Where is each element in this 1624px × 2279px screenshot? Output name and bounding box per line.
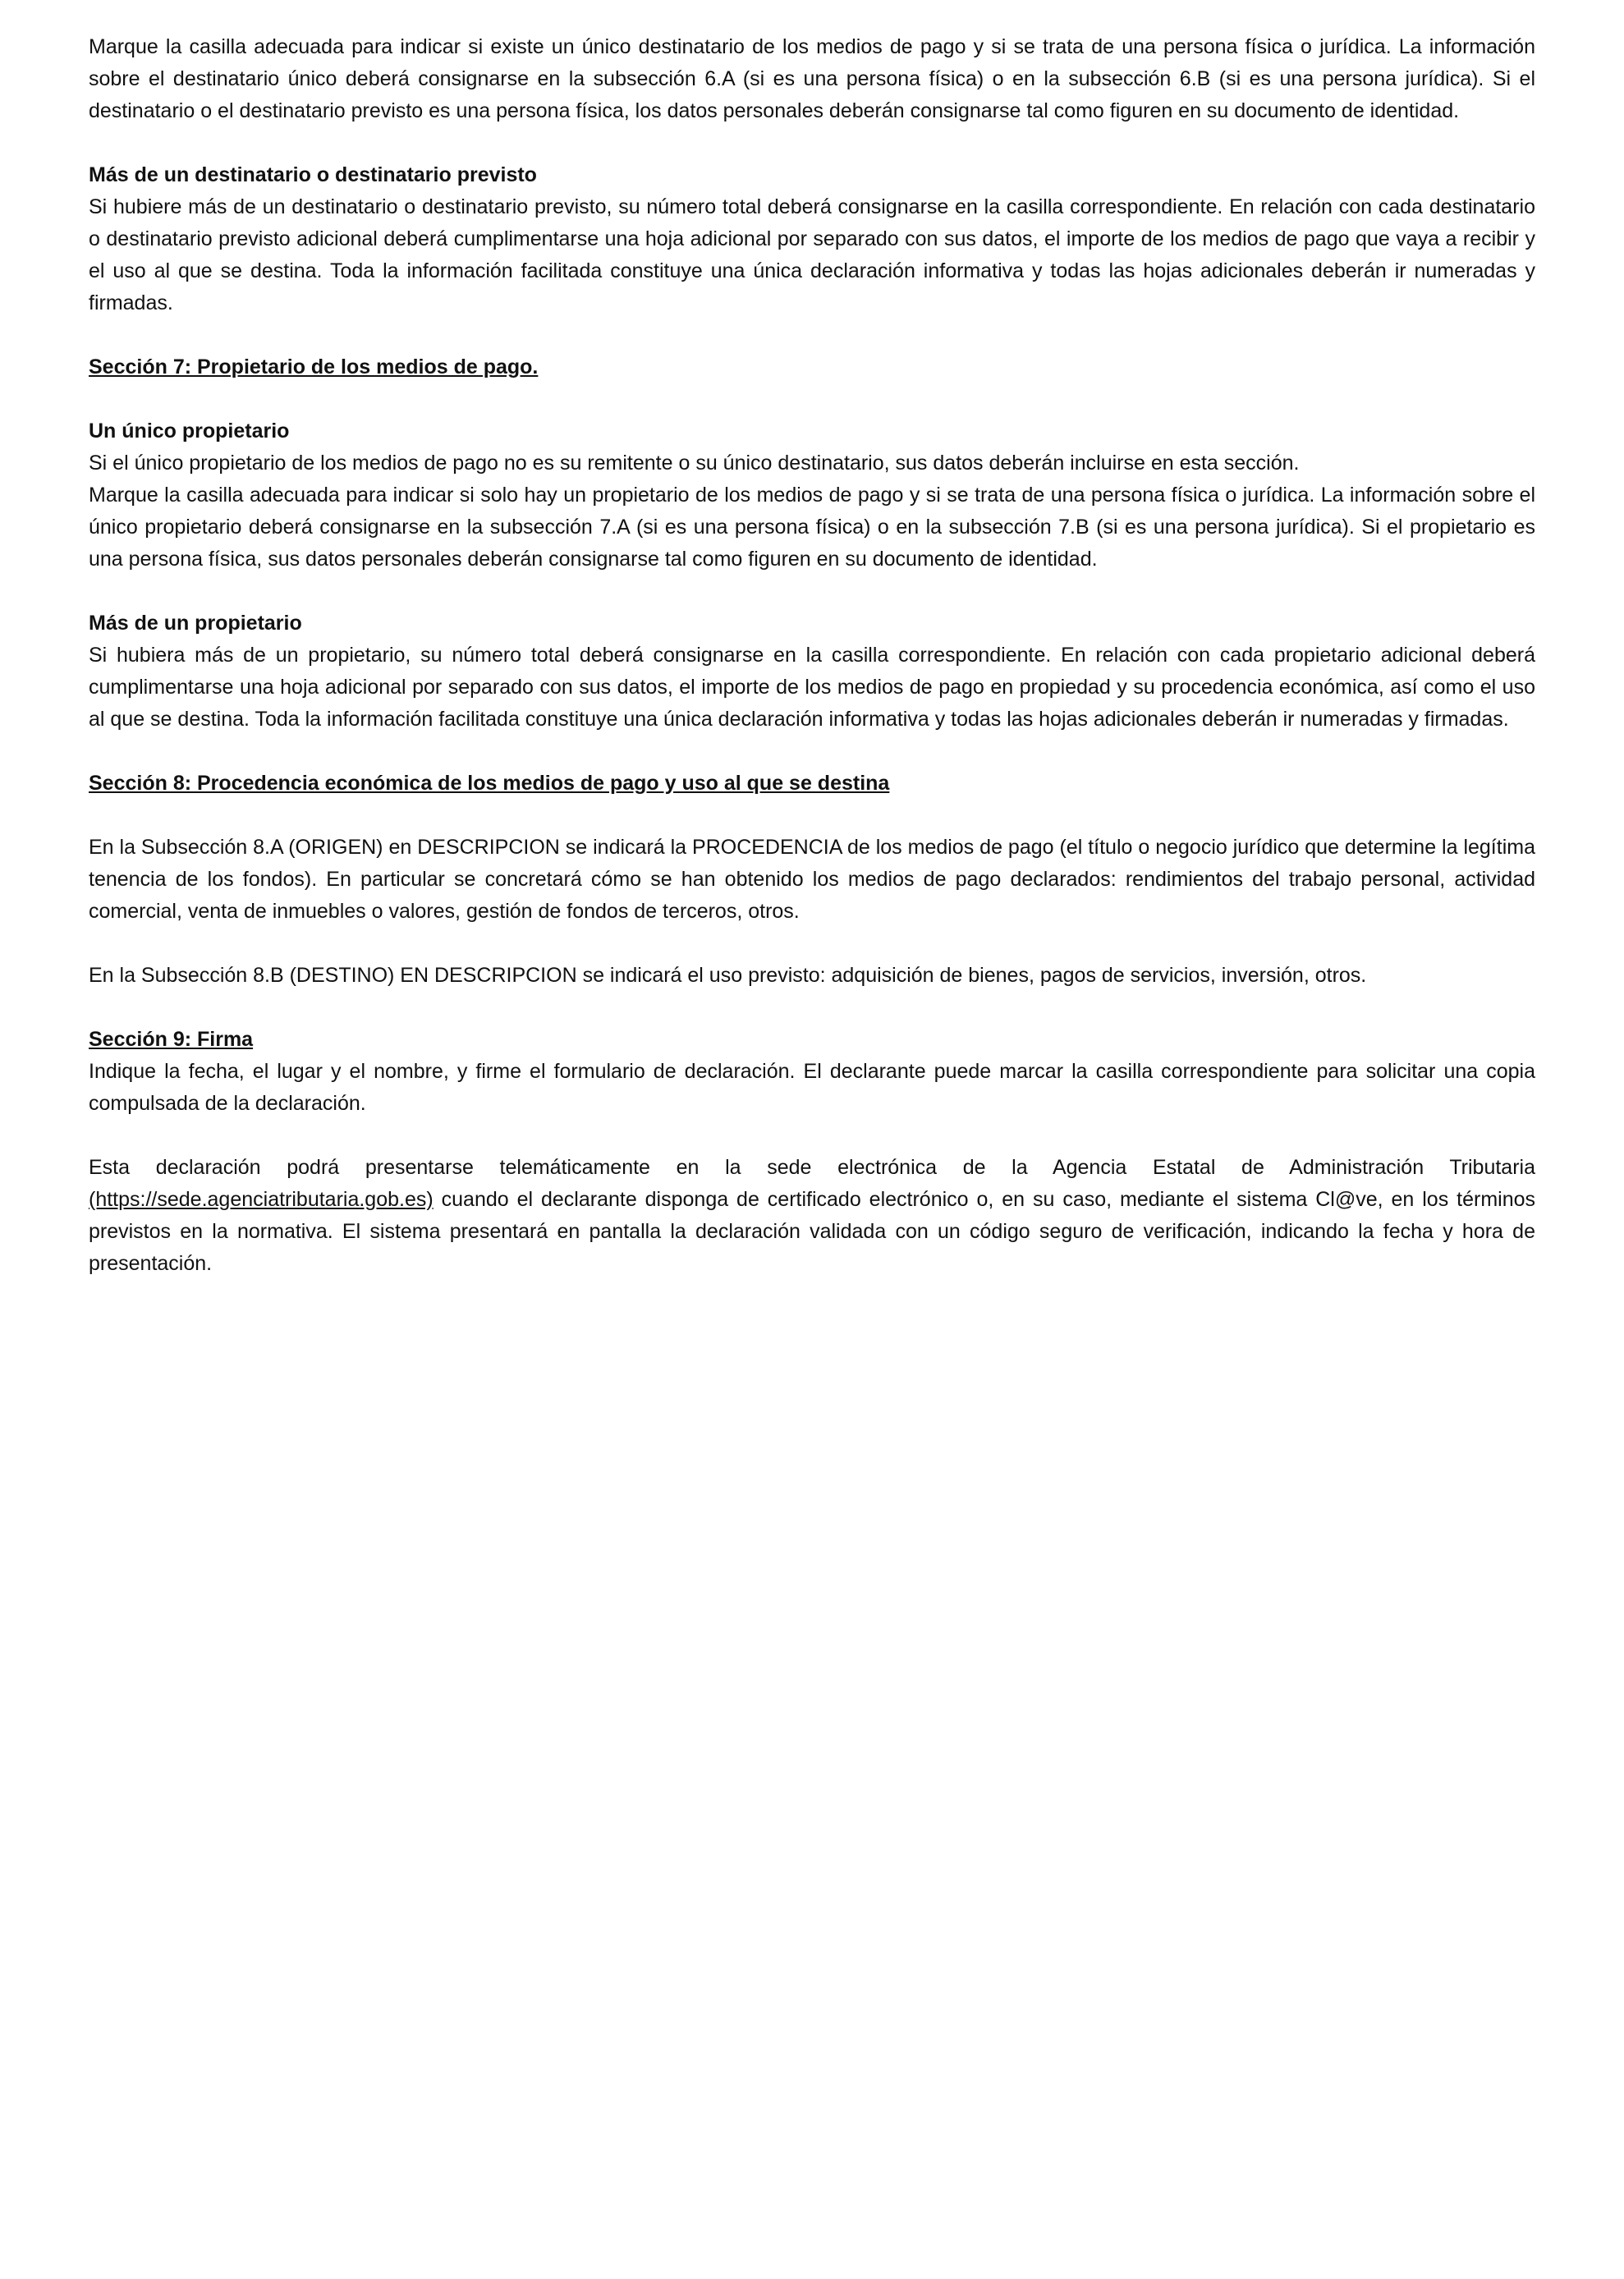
section-8-heading: Sección 8: Procedencia económica de los medios de pago y uso al que se destina (89, 772, 890, 795)
section-8-origin-paragraph: En la Subsección 8.A (ORIGEN) en DESCRIPCION se indicará la PROCEDENCIA de los medios de pago (el título o negocio jurídico que determine la legítima tenencia de los fondos). En particular se concretará cómo se han obtenido los medios de pago declarados: rendimientos del trabajo personal, actividad comercial, venta de inmuebles o valores, gestión de fondos de terceros, otros. (89, 836, 1535, 923)
spacer (89, 736, 1535, 768)
section-9-paragraph: Indique la fecha, el lugar y el nombre, y firme el formulario de declaración. El declarante puede marcar la casilla correspondiente para solicitar una copia compulsada de la declaración. (89, 1060, 1535, 1115)
multiple-owners-heading: Más de un propietario (89, 612, 302, 635)
intro-paragraph: Marque la casilla adecuada para indicar si existe un único destinatario de los medios de pago y si se trata de una persona física o jurídica. La información sobre el destinatario único deberá consignarse en la subsección 6.A (si es una persona física) o en la subsección 6.B (si es una persona jurídica). Si el destinatario o el destinatario previsto es una persona física, los datos personales deberán consignarse tal como figuren en su documento de identidad. (89, 35, 1535, 122)
document-page (89, 31, 1535, 1280)
submission-text-after: cuando el declarante disponga de certificado electrónico o, en su caso, mediante el sistema Cl@ve, en los términos previstos en la normativa. El sistema presentará en pantalla la declaración validada con un código seguro de verificación, indicando la fecha y hora de presentación. (89, 1188, 1536, 1275)
submission-text-before: Esta declaración podrá presentarse telemáticamente en la sede electrónica de la Agencia Estatal de Administración Tributaria (89, 1156, 1535, 1179)
section-8-destination-paragraph: En la Subsección 8.B (DESTINO) EN DESCRIPCION se indicará el uso previsto: adquisición de bienes, pagos de servicios, inversión, otros. (89, 964, 1367, 987)
agencia-tributaria-link[interactable]: (https://sede.agenciatributaria.gob.es) (89, 1188, 434, 1211)
multiple-recipients-heading: Más de un destinatario o destinatario previsto (89, 163, 537, 186)
single-owner-heading: Un único propietario (89, 420, 290, 443)
section-7-heading: Sección 7: Propietario de los medios de pago. (89, 355, 539, 378)
spacer (89, 992, 1535, 1024)
spacer (89, 928, 1535, 960)
spacer (89, 1120, 1535, 1152)
spacer (89, 319, 1535, 351)
spacer (89, 575, 1535, 608)
single-owner-line: Si el único propietario de los medios de pago no es su remitente o su único destinatario, sus datos deberán incluirse en esta sección. (89, 452, 1300, 475)
multiple-owners-paragraph: Si hubiera más de un propietario, su número total deberá consignarse en la casilla correspondiente. En relación con cada propietario adicional deberá cumplimentarse una hoja adicional por separado con sus datos, el importe de los medios de pago en propiedad y su procedencia económica, así como el uso al que se destina. Toda la información facilitada constituye una única declaración informativa y todas las hojas adicionales deberán ir numeradas y firmadas. (89, 644, 1535, 731)
spacer (89, 127, 1535, 159)
single-owner-paragraph: Marque la casilla adecuada para indicar si solo hay un propietario de los medios de pago y si se trata de una persona física o jurídica. La información sobre el único propietario deberá consignarse en la subsección 7.A (si es una persona física) o en la subsección 7.B (si es una persona jurídica). Si el propietario es una persona física, sus datos personales deberán consignarse tal como figuren en su documento de identidad. (89, 484, 1535, 571)
section-9-heading: Sección 9: Firma (89, 1028, 254, 1051)
submission-paragraph (89, 1152, 1535, 1280)
multiple-recipients-paragraph: Si hubiere más de un destinatario o destinatario previsto, su número total deberá consignarse en la casilla correspondiente. En relación con cada destinatario o destinatario previsto adicional deberá cumplimentarse una hoja adicional por separado con sus datos, el importe de los medios de pago que vaya a recibir y el uso al que se destina. Toda la información facilitada constituye una única declaración informativa y todas las hojas adicionales deberán ir numeradas y firmadas. (89, 195, 1535, 314)
spacer (89, 383, 1535, 415)
spacer (89, 800, 1535, 832)
